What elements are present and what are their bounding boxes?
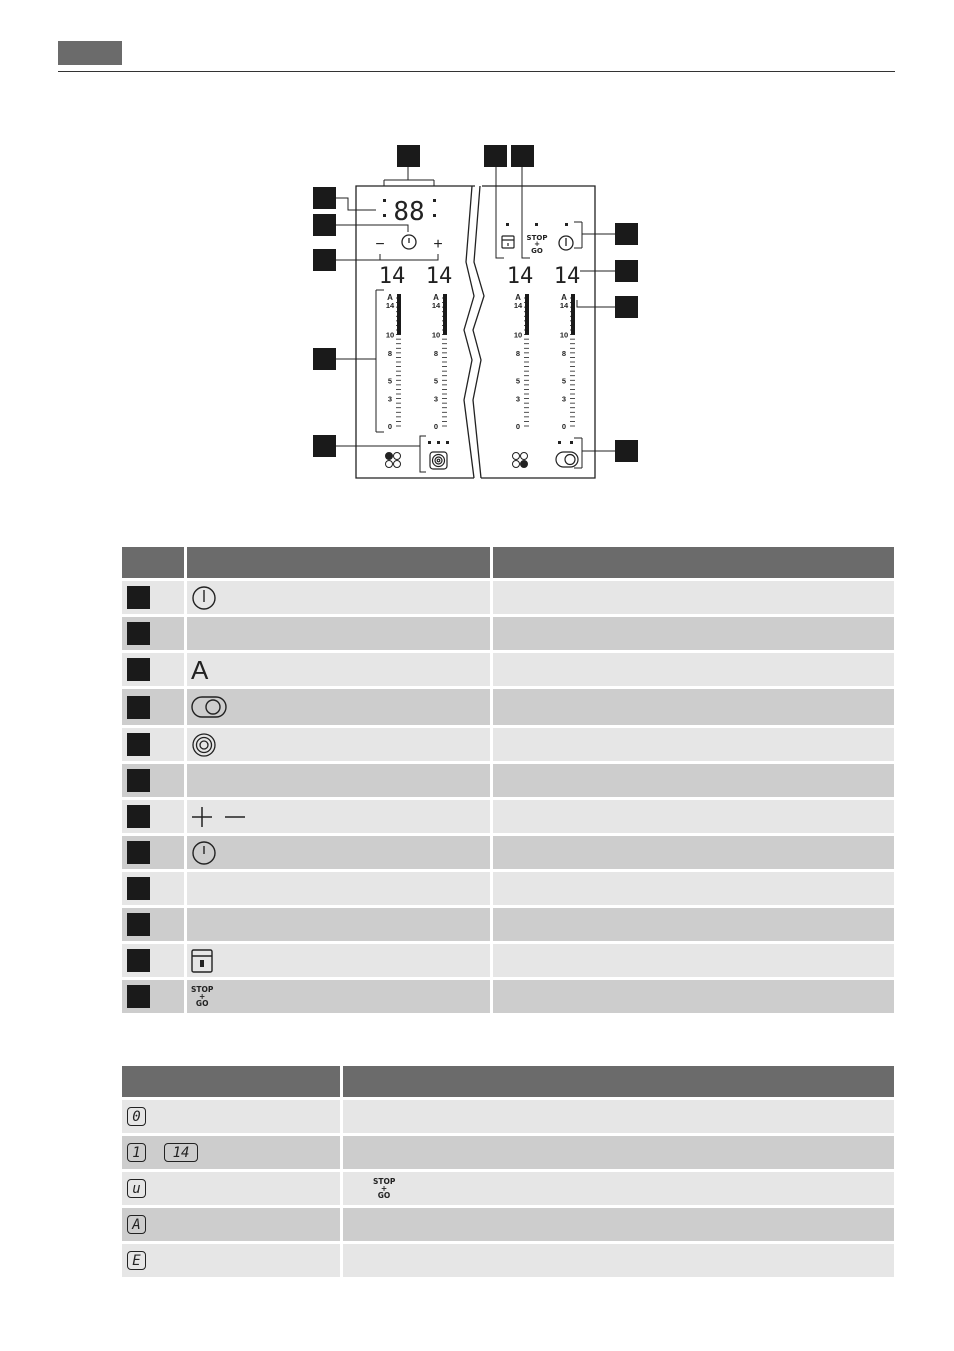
marker-box xyxy=(313,187,336,209)
table-row xyxy=(122,1100,897,1136)
lock-icon xyxy=(191,949,213,973)
table-row xyxy=(122,728,897,764)
slider-active-bar xyxy=(571,294,575,335)
stop-go-icon: STOP + GO xyxy=(191,985,214,1008)
scale-label-auto: A xyxy=(561,293,567,302)
scale-label: 3 xyxy=(387,394,393,404)
zone-indicator-icon xyxy=(513,453,528,468)
lock-icon xyxy=(502,236,514,248)
table-header-row xyxy=(122,1066,897,1100)
table-row xyxy=(122,581,897,617)
scale-label-auto: A xyxy=(515,293,521,302)
plus-control: + xyxy=(433,236,443,253)
scale-label: 14 xyxy=(559,301,569,310)
timer-display: 88 xyxy=(393,197,425,227)
stop-go-icon xyxy=(527,234,548,255)
bridge-icon xyxy=(191,695,227,719)
table-row xyxy=(122,764,897,800)
svg-text:STOP: STOP xyxy=(526,234,548,242)
display-symbol: E xyxy=(127,1251,146,1270)
table-row xyxy=(122,872,897,908)
power-level-slider[interactable] xyxy=(560,293,575,431)
zone-level-display: 14 xyxy=(506,264,534,289)
control-panel-diagram xyxy=(0,0,954,520)
table-row xyxy=(122,689,897,728)
minus-icon xyxy=(223,806,247,828)
scale-label: 8 xyxy=(387,348,393,358)
marker-box xyxy=(615,296,638,318)
scale-label: 0 xyxy=(515,422,521,431)
display-symbol: 1 xyxy=(127,1143,146,1162)
display-symbol: 14 xyxy=(164,1143,198,1162)
scale-label-auto: A xyxy=(433,293,439,302)
scale-label: 0 xyxy=(387,422,393,431)
scale-label: 10 xyxy=(385,330,395,340)
table-row xyxy=(122,1244,897,1280)
timer-icon xyxy=(191,840,217,866)
scale-label: 8 xyxy=(561,348,567,358)
display-symbol: A xyxy=(127,1215,146,1234)
scale-label-auto: A xyxy=(387,293,393,302)
marker-box xyxy=(397,145,420,167)
symbols-table xyxy=(122,547,897,1016)
scale-label: 0 xyxy=(433,422,439,431)
zone-level-display: 14 xyxy=(425,264,453,289)
marker-box xyxy=(313,435,336,457)
slider-active-bar xyxy=(397,294,401,335)
svg-text:GO: GO xyxy=(531,247,543,255)
scale-label: 3 xyxy=(433,394,439,404)
table-row xyxy=(122,1208,897,1244)
stop-go-icon: STOP + GO xyxy=(373,1177,396,1200)
table-row xyxy=(122,800,897,836)
marker-box xyxy=(615,440,638,462)
automatic-heat-up-symbol: A xyxy=(191,654,209,685)
plus-icon xyxy=(191,806,213,828)
scale-label: 8 xyxy=(515,348,521,358)
table-row xyxy=(122,1172,897,1208)
scale-label: 10 xyxy=(513,330,523,340)
marker-box xyxy=(313,348,336,370)
power-level-slider[interactable] xyxy=(432,293,447,431)
minus-control: − xyxy=(375,236,385,253)
scale-label: 3 xyxy=(561,394,567,404)
display-symbol: 0 xyxy=(127,1107,146,1126)
scale-label: 10 xyxy=(559,330,569,340)
zone-indicator-icon xyxy=(386,453,401,468)
table-row xyxy=(122,617,897,653)
scale-label: 5 xyxy=(515,376,521,386)
marker-box xyxy=(615,260,638,282)
table-header-row xyxy=(122,547,897,581)
zone-level-display: 14 xyxy=(553,264,581,289)
timer-icon xyxy=(402,235,416,249)
table-row xyxy=(122,836,897,872)
marker-box xyxy=(615,223,638,245)
scale-label: 5 xyxy=(387,376,393,386)
svg-text:+: + xyxy=(534,240,540,248)
power-level-slider[interactable] xyxy=(514,293,529,431)
bridge-icon xyxy=(556,452,578,467)
table-row xyxy=(122,908,897,944)
marker-box xyxy=(313,249,336,271)
scale-label: 0 xyxy=(561,422,567,431)
scale-label: 14 xyxy=(513,301,523,310)
on-off-icon xyxy=(191,585,217,611)
scale-label: 10 xyxy=(431,330,441,340)
scale-label: 5 xyxy=(561,376,567,386)
display-symbol: u xyxy=(127,1179,146,1198)
scale-label: 8 xyxy=(433,348,439,358)
ring-icon xyxy=(191,732,217,758)
ring-icon xyxy=(430,452,447,469)
slider-active-bar xyxy=(443,294,447,335)
scale-label: 14 xyxy=(385,301,395,310)
zone-level-display: 14 xyxy=(378,264,406,289)
table-row xyxy=(122,653,897,689)
table-row xyxy=(122,980,897,1016)
table-row xyxy=(122,1136,897,1172)
marker-box xyxy=(313,214,336,236)
on-off-icon xyxy=(559,236,573,250)
slider-active-bar xyxy=(525,294,529,335)
scale-label: 5 xyxy=(433,376,439,386)
marker-box xyxy=(484,145,507,167)
power-level-slider[interactable] xyxy=(386,293,401,431)
table-row xyxy=(122,944,897,980)
marker-box xyxy=(511,145,534,167)
scale-label: 14 xyxy=(431,301,441,310)
scale-label: 3 xyxy=(515,394,521,404)
displays-table xyxy=(122,1066,897,1280)
